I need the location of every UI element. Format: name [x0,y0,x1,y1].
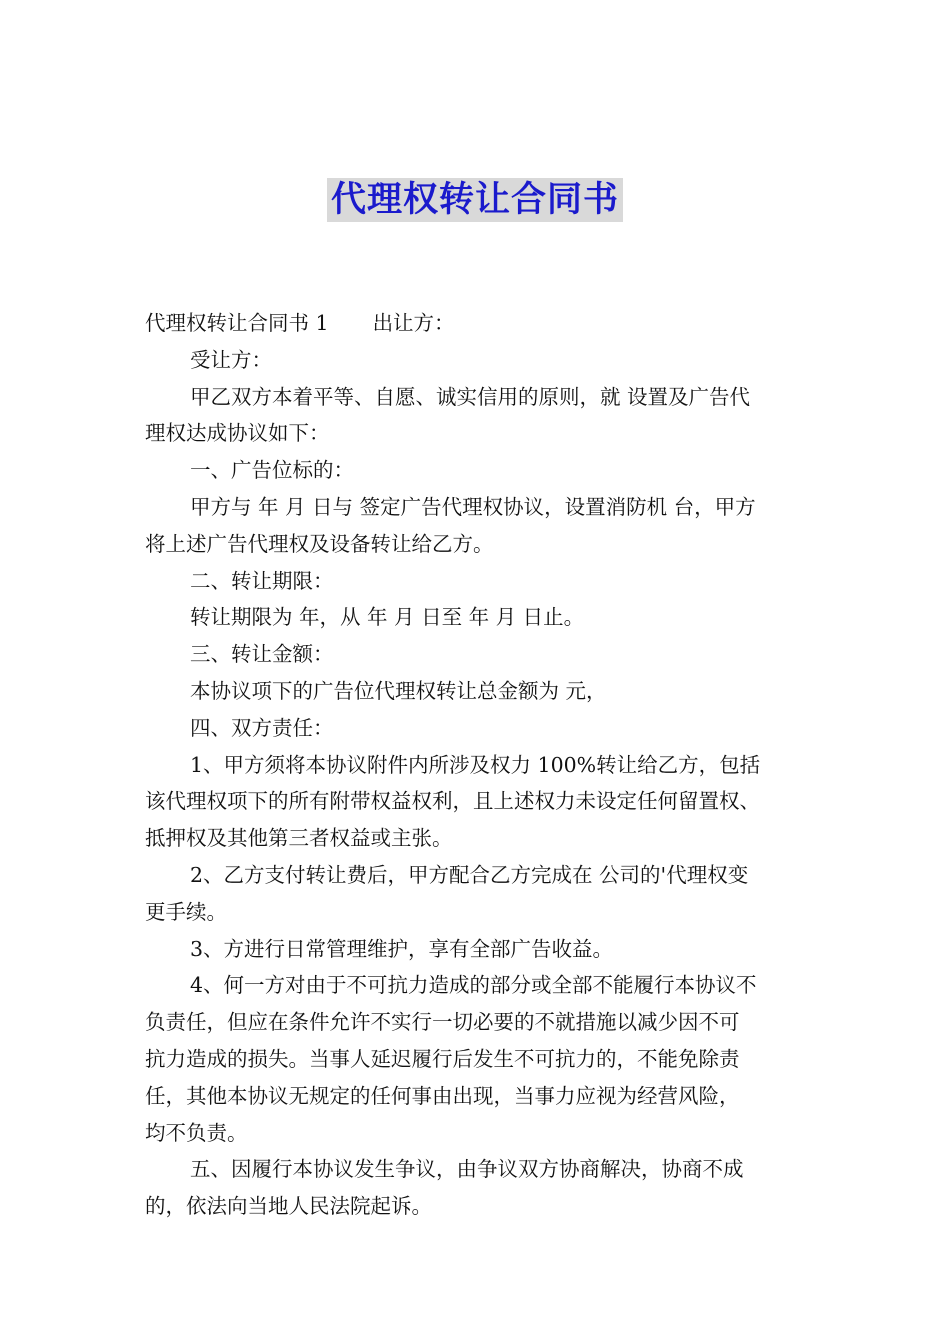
doc-heading-inline: 代理权转让合同书 1 [145,311,329,335]
paragraph-line: 均不负责。 [145,1120,248,1145]
section-heading: 三、转让金额： [190,642,334,667]
paragraph-line: 抵押权及其他第三者权益或主张。 [145,826,453,851]
paragraph-line: 理权达成协议如下： [145,421,330,446]
paragraph-line: 的，依法向当地人民法院起诉。 [145,1194,432,1219]
document-title: 代理权转让合同书 [327,178,623,222]
section-heading: 四、双方责任： [190,715,334,740]
paragraph-line: 2、乙方支付转让费后，甲方配合乙方完成在 公司的'代理权变 [190,862,749,887]
section-heading: 二、转让期限： [190,568,334,593]
paragraph-line: 4、何一方对由于不可抗力造成的部分或全部不能履行本协议不 [190,973,757,998]
paragraph-line: 3、方进行日常管理维护，享有全部广告收益。 [190,936,614,961]
paragraph-line: 将上述广告代理权及设备转让给乙方。 [145,531,494,556]
paragraph-line: 1、甲方须将本协议附件内所涉及权力 100%转让给乙方，包括 [190,752,761,777]
transferor-label: 出让方： [372,311,455,335]
document-body [145,305,815,1225]
paragraph-line: 负责任，但应在条件允许不实行一切必要的不就措施以减少因不可 [145,1010,740,1035]
paragraph-line: 本协议项下的广告位代理权转让总金额为 元， [190,678,607,703]
paragraph-line: 任，其他本协议无规定的任何事由出现，当事力应视为经营风险， [145,1083,740,1108]
paragraph-line: 更手续。 [145,899,227,924]
paragraph-line [145,305,815,342]
paragraph-line: 甲乙双方本着平等、自愿、诚实信用的原则，就 设置及广告代 [190,384,751,409]
paragraph-line: 抗力造成的损失。当事人延迟履行后发生不可抗力的，不能免除责 [145,1046,740,1071]
paragraph-line: 甲方与 年 月 日与 签定广告代理权协议，设置消防机 台，甲方 [190,494,756,519]
section-heading: 五、因履行本协议发生争议，由争议双方协商解决，协商不成 [190,1157,744,1182]
section-heading: 一、广告位标的： [190,458,354,483]
title-container [0,178,950,222]
paragraph-line: 转让期限为 年，从 年 月 日至 年 月 日止。 [190,605,585,630]
paragraph-line: 受让方： [190,347,272,372]
paragraph-line: 该代理权项下的所有附带权益权利，且上述权力未设定任何留置权、 [145,789,760,814]
